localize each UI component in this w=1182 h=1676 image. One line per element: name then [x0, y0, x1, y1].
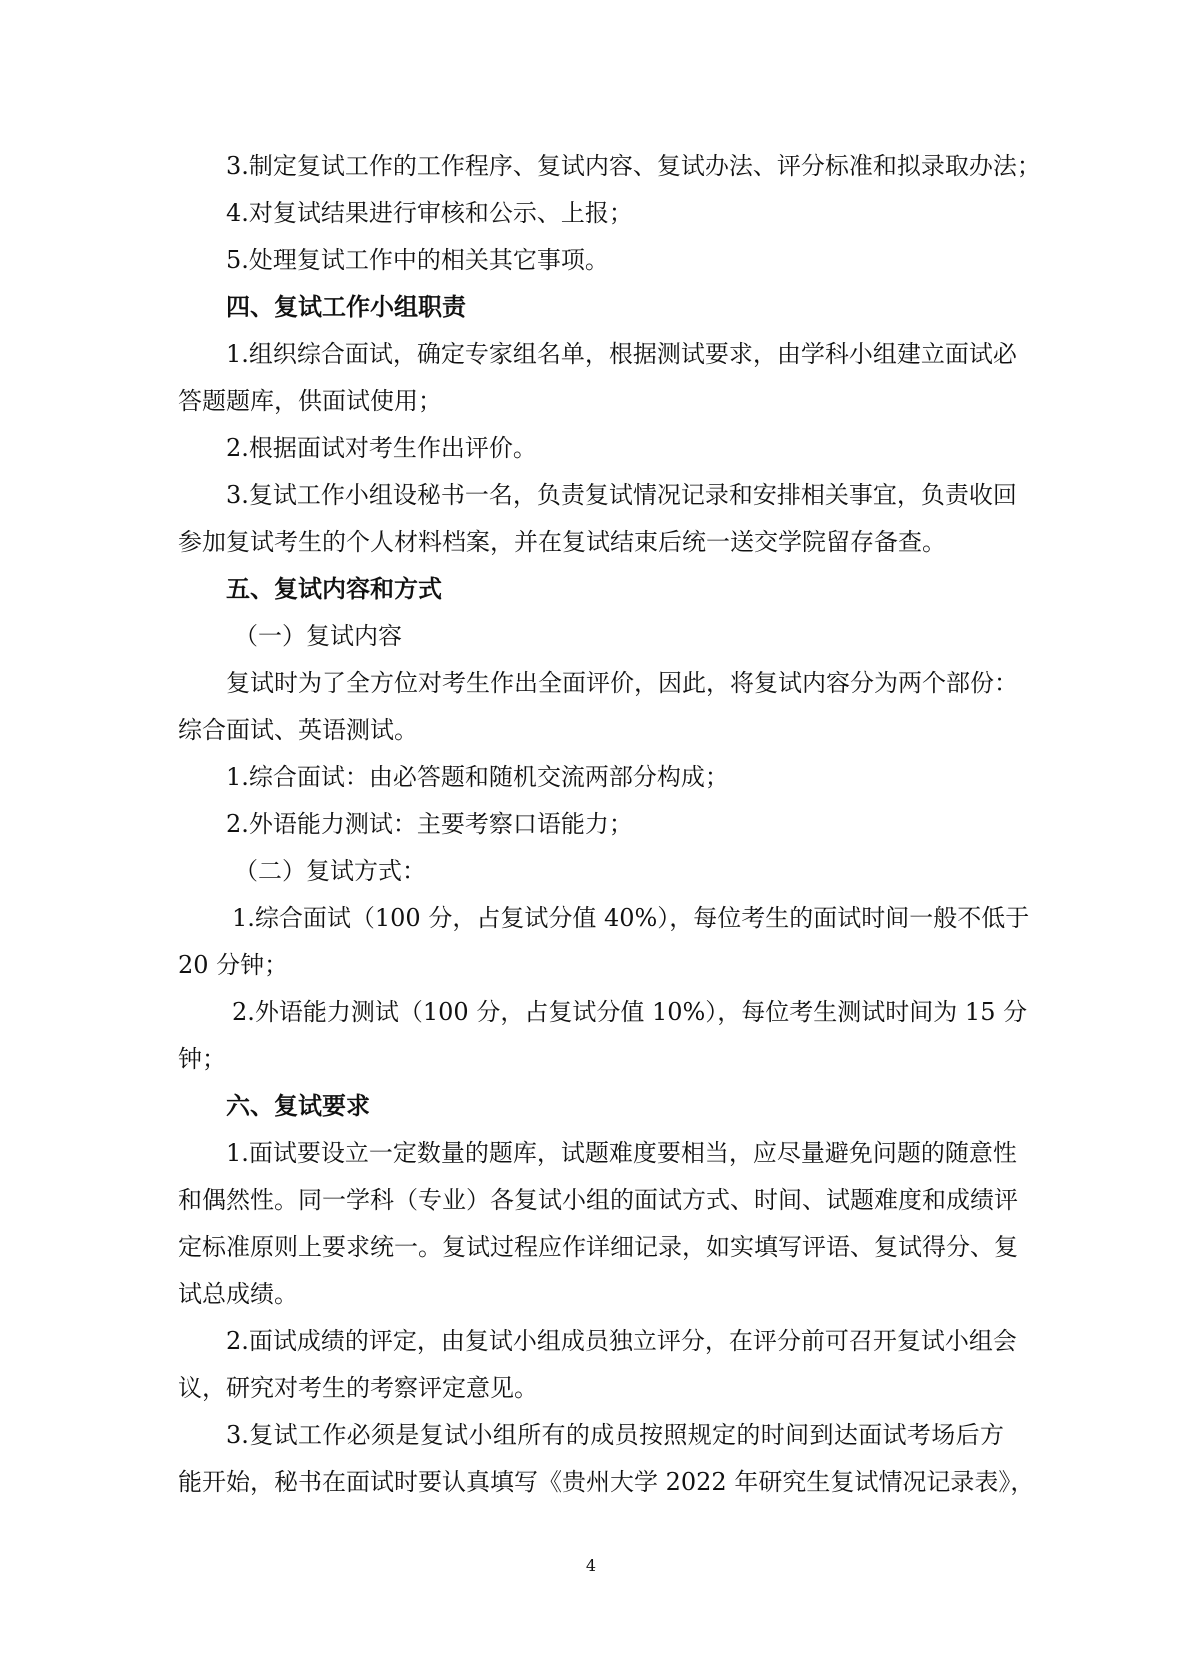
- paragraph-line: 钟；: [178, 1045, 226, 1073]
- paragraph-line: 定标准原则上要求统一。复试过程应作详细记录，如实填写评语、复试得分、复: [178, 1233, 1018, 1261]
- section-heading: 五、复试内容和方式: [226, 575, 442, 603]
- section-heading: 四、复试工作小组职责: [226, 293, 466, 321]
- paragraph-line: 3.复试工作必须是复试小组所有的成员按照规定的时间到达面试考场后方: [226, 1421, 1004, 1449]
- paragraph-line: 5.处理复试工作中的相关其它事项。: [226, 246, 609, 274]
- paragraph-line: 2.面试成绩的评定，由复试小组成员独立评分，在评分前可召开复试小组会: [226, 1327, 1017, 1355]
- paragraph-line: 参加复试考生的个人材料档案，并在复试结束后统一送交学院留存备查。: [178, 528, 946, 556]
- paragraph-line: 复试时为了全方位对考生作出全面评价，因此，将复试内容分为两个部份：: [226, 669, 1018, 697]
- page-number: 4: [585, 1556, 597, 1575]
- paragraph-line: 1.综合面试（100 分，占复试分值 40%），每位考生的面试时间一般不低于: [232, 904, 1030, 932]
- paragraph-line: 2.根据面试对考生作出评价。: [226, 434, 537, 462]
- paragraph-line: 3.制定复试工作的工作程序、复试内容、复试办法、评分标准和拟录取办法；: [226, 152, 1041, 180]
- paragraph-line: 答题题库，供面试使用；: [178, 387, 442, 415]
- section-heading: 六、复试要求: [226, 1092, 370, 1120]
- paragraph-line: 1.综合面试：由必答题和随机交流两部分构成；: [226, 763, 729, 791]
- paragraph-line: 能开始，秘书在面试时要认真填写《贵州大学 2022 年研究生复试情况记录表》，: [178, 1468, 1035, 1496]
- paragraph-line: 2.外语能力测试（100 分，占复试分值 10%），每位考生测试时间为 15 分: [232, 998, 1028, 1026]
- paragraph-line: 2.外语能力测试：主要考察口语能力；: [226, 810, 633, 838]
- paragraph-line: 1.组织综合面试，确定专家组名单，根据测试要求，由学科小组建立面试必: [226, 340, 1017, 368]
- subsection-heading: （二）复试方式：: [234, 857, 426, 885]
- document-body: [178, 143, 1041, 1506]
- paragraph-line: 20 分钟；: [178, 951, 289, 979]
- paragraph-line: 试总成绩。: [178, 1280, 298, 1308]
- paragraph-line: 3.复试工作小组设秘书一名，负责复试情况记录和安排相关事宜，负责收回: [226, 481, 1017, 509]
- paragraph-line: 4.对复试结果进行审核和公示、上报；: [226, 199, 633, 227]
- paragraph-line: 和偶然性。同一学科（专业）各复试小组的面试方式、时间、试题难度和成绩评: [178, 1186, 1018, 1214]
- subsection-heading: （一）复试内容: [234, 622, 402, 650]
- paragraph-line: 议，研究对考生的考察评定意见。: [178, 1374, 538, 1402]
- paragraph-line: 1.面试要设立一定数量的题库，试题难度要相当，应尽量避免问题的随意性: [226, 1139, 1017, 1167]
- paragraph-line: 综合面试、英语测试。: [178, 716, 418, 744]
